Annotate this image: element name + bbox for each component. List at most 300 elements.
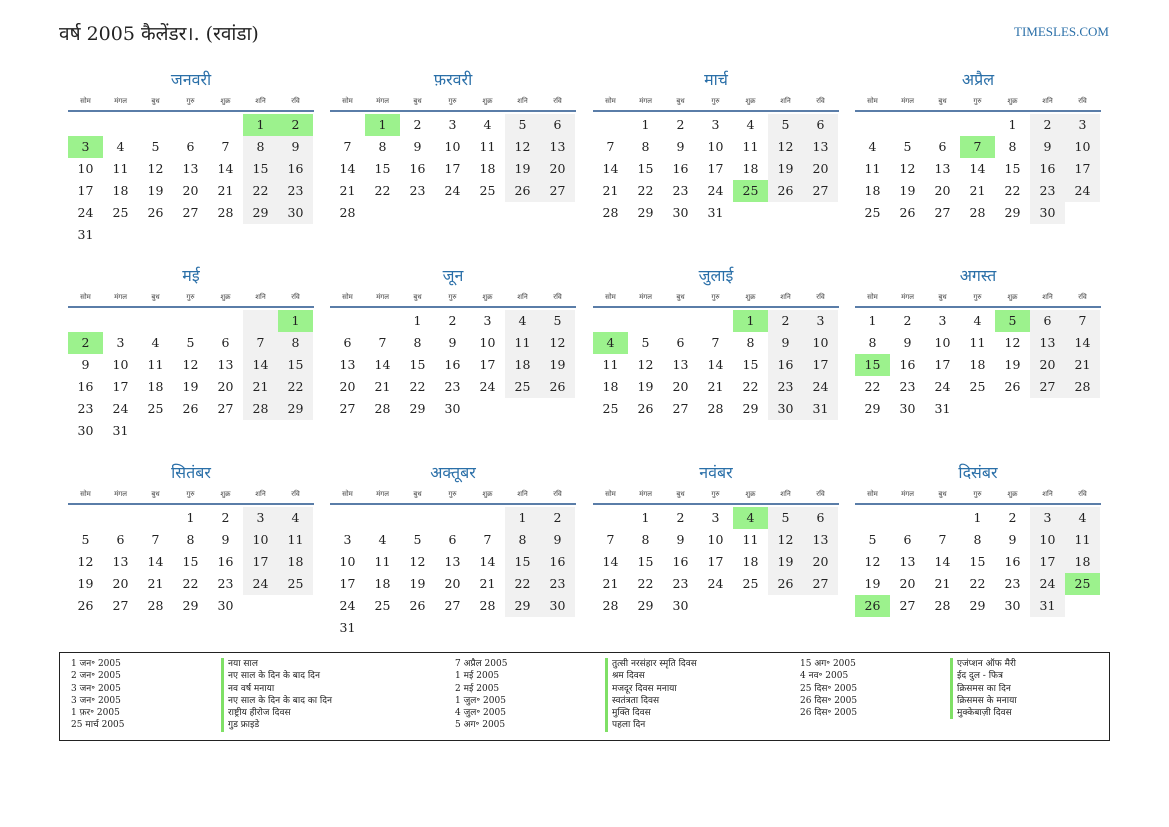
weekday-label: रवि	[1078, 490, 1087, 498]
weekday-header	[593, 288, 839, 308]
day-cell: 7	[938, 532, 947, 547]
day-cell: 4	[746, 117, 755, 132]
day-cell: 8	[413, 335, 422, 350]
day-cell: 23	[444, 379, 461, 394]
day-cell: 29	[243, 202, 278, 224]
day-cell: 1	[868, 313, 877, 328]
weekday-label: सोम	[867, 293, 878, 301]
day-cell: 27	[112, 598, 129, 613]
day-cell: 27	[934, 205, 951, 220]
holiday-date: 1 मई 2005	[455, 671, 500, 682]
day-cell: 11	[602, 357, 619, 372]
day-cell: 24	[707, 576, 724, 591]
day-cell: 22	[505, 573, 540, 595]
day-cell: 24	[1030, 573, 1065, 595]
day-cell: 14	[479, 554, 496, 569]
day-cell: 6	[903, 532, 912, 547]
empty-cell	[103, 114, 138, 136]
day-cell: 16	[540, 551, 575, 573]
holiday-row	[789, 670, 1017, 682]
day-cell: 12	[182, 357, 199, 372]
weekday-header	[855, 288, 1101, 308]
day-cell: 9	[676, 532, 685, 547]
day-cell: 27	[540, 180, 575, 202]
day-cell: 29	[1004, 205, 1021, 220]
weekday-header	[330, 92, 576, 112]
day-cell: 6	[116, 532, 125, 547]
day-cell: 24	[339, 598, 356, 613]
day-cell: 28	[934, 598, 951, 613]
day-grid	[68, 114, 314, 246]
holiday-name: नव वर्ष मनाया	[221, 683, 274, 695]
day-cell: 13	[803, 529, 838, 551]
weekday-label: बुध	[938, 97, 947, 105]
day-cell: 4	[1065, 507, 1100, 529]
holiday-name: नया साल	[221, 658, 258, 670]
day-cell: 8	[278, 332, 313, 354]
day-cell: 30	[540, 595, 575, 617]
empty-cell	[365, 310, 400, 332]
day-cell: 15	[374, 161, 391, 176]
day-cell: 6	[803, 507, 838, 529]
day-cell: 5	[81, 532, 90, 547]
month-block	[855, 268, 1101, 420]
day-cell: 5	[641, 335, 650, 350]
month-block	[68, 465, 314, 617]
holiday-date: 1 जुल॰ 2005	[455, 695, 506, 706]
weekday-label: बुध	[413, 293, 422, 301]
day-cell: 7	[221, 139, 230, 154]
weekday-label: गुरु	[448, 293, 457, 301]
month-name: अप्रैल	[961, 70, 995, 89]
weekday-header	[330, 288, 576, 308]
day-cell: 6	[540, 114, 575, 136]
day-cell: 4	[505, 310, 540, 332]
day-cell: 10	[707, 139, 724, 154]
day-cell: 27	[182, 205, 199, 220]
weekday-label: शनि	[517, 293, 528, 301]
holiday-row	[444, 670, 697, 682]
day-cell: 13	[934, 161, 951, 176]
day-cell: 31	[339, 620, 356, 635]
weekday-header	[68, 92, 314, 112]
day-cell: 11	[742, 139, 759, 154]
day-cell: 2	[768, 310, 803, 332]
day-cell: 6	[676, 335, 685, 350]
day-cell: 28	[602, 598, 619, 613]
holiday-name: राष्ट्रीय हीरोज दिवस	[221, 707, 291, 719]
weekday-label: बुध	[413, 97, 422, 105]
day-cell: 6	[343, 335, 352, 350]
holiday-name: मुक्केबाज़ी दिवस	[950, 707, 1012, 719]
day-cell: 23	[278, 180, 313, 202]
day-cell: 30	[77, 423, 94, 438]
empty-cell	[855, 114, 890, 136]
holiday-row	[60, 670, 332, 682]
day-cell: 19	[637, 379, 654, 394]
empty-cell	[173, 114, 208, 136]
weekday-label: गुरु	[973, 490, 982, 498]
day-cell: 26	[768, 573, 803, 595]
day-cell: 25	[864, 205, 881, 220]
weekday-label: शुक्र	[482, 97, 493, 105]
day-cell: 27	[803, 180, 838, 202]
weekday-label: रवि	[1078, 97, 1087, 105]
day-cell: 19	[768, 158, 803, 180]
day-cell: 27	[803, 573, 838, 595]
weekday-label: सोम	[342, 97, 353, 105]
day-cell: 28	[217, 205, 234, 220]
day-cell: 15	[505, 551, 540, 573]
day-cell: 13	[444, 554, 461, 569]
weekday-label: गुरु	[448, 490, 457, 498]
day-cell: 22	[637, 576, 654, 591]
day-cell: 12	[1004, 335, 1021, 350]
day-cell: 3	[1065, 114, 1100, 136]
day-cell: 19	[147, 183, 164, 198]
weekday-label: बुध	[676, 97, 685, 105]
day-grid	[68, 507, 314, 617]
day-cell: 31	[1030, 595, 1065, 617]
weekday-label: शुक्र	[220, 293, 231, 301]
day-cell: 12	[147, 161, 164, 176]
day-cell: 19	[899, 183, 916, 198]
day-cell: 3	[711, 510, 720, 525]
weekday-label: शुक्र	[1007, 97, 1018, 105]
day-cell: 30	[217, 598, 234, 613]
day-cell: 19	[77, 576, 94, 591]
day-cell: 2	[221, 510, 230, 525]
weekday-label: शनि	[517, 97, 528, 105]
day-cell: 21	[707, 379, 724, 394]
empty-cell	[138, 114, 173, 136]
day-cell: 11	[112, 161, 129, 176]
holiday-name: नए साल के दिन के बाद दिन	[221, 670, 320, 682]
day-cell: 20	[444, 576, 461, 591]
day-cell: 22	[409, 379, 426, 394]
weekday-label: मंगल	[376, 293, 389, 301]
day-cell: 2	[413, 117, 422, 132]
holiday-date: 4 जुल॰ 2005	[455, 708, 506, 719]
weekday-label: शुक्र	[482, 293, 493, 301]
holiday-day-cell: 1	[278, 310, 313, 332]
day-cell: 13	[182, 161, 199, 176]
day-cell: 22	[243, 180, 278, 202]
day-cell: 8	[186, 532, 195, 547]
day-cell: 17	[112, 379, 129, 394]
day-cell: 15	[742, 357, 759, 372]
day-cell: 20	[182, 183, 199, 198]
day-cell: 6	[1030, 310, 1065, 332]
day-cell: 4	[151, 335, 160, 350]
day-cell: 5	[540, 310, 575, 332]
day-cell: 15	[182, 554, 199, 569]
month-block	[68, 268, 314, 442]
day-cell: 12	[540, 332, 575, 354]
holiday-row	[60, 658, 332, 670]
day-cell: 24	[77, 205, 94, 220]
day-cell: 25	[112, 205, 129, 220]
holiday-day-cell: 4	[733, 507, 768, 529]
empty-cell	[925, 114, 960, 136]
day-cell: 16	[444, 357, 461, 372]
day-cell: 14	[969, 161, 986, 176]
holiday-row	[444, 695, 697, 707]
day-cell: 10	[479, 335, 496, 350]
weekday-label: सोम	[867, 97, 878, 105]
day-cell: 21	[934, 576, 951, 591]
holiday-date: 3 जन॰ 2005	[71, 695, 121, 706]
weekday-label: मंगल	[114, 293, 127, 301]
day-cell: 29	[505, 595, 540, 617]
day-cell: 30	[278, 202, 313, 224]
holiday-date: 1 फ़र॰ 2005	[71, 708, 120, 719]
weekday-label: गुरु	[711, 490, 720, 498]
day-cell: 14	[243, 354, 278, 376]
day-cell: 21	[339, 183, 356, 198]
holiday-day-cell: 26	[855, 595, 890, 617]
day-cell: 2	[1008, 510, 1017, 525]
day-cell: 2	[676, 510, 685, 525]
month-block	[855, 72, 1101, 224]
day-cell: 12	[768, 136, 803, 158]
day-cell: 8	[746, 335, 755, 350]
holiday-name: पहला दिन	[605, 719, 645, 731]
day-cell: 23	[77, 401, 94, 416]
holiday-name: मुक्ति दिवस	[605, 707, 651, 719]
day-cell: 8	[1008, 139, 1017, 154]
day-cell: 3	[448, 117, 457, 132]
weekday-label: बुध	[151, 490, 160, 498]
holiday-row	[444, 719, 697, 731]
day-cell: 13	[339, 357, 356, 372]
day-cell: 23	[672, 576, 689, 591]
day-cell: 28	[602, 205, 619, 220]
day-cell: 14	[707, 357, 724, 372]
day-cell: 24	[707, 183, 724, 198]
empty-cell	[593, 310, 628, 332]
day-cell: 8	[378, 139, 387, 154]
holiday-row	[789, 695, 1017, 707]
day-cell: 13	[540, 136, 575, 158]
day-cell: 24	[243, 573, 278, 595]
day-cell: 26	[182, 401, 199, 416]
day-cell: 17	[707, 161, 724, 176]
day-cell: 26	[768, 180, 803, 202]
day-cell: 15	[409, 357, 426, 372]
day-cell: 3	[1030, 507, 1065, 529]
day-cell: 17	[803, 354, 838, 376]
weekday-label: शुक्र	[1007, 293, 1018, 301]
day-cell: 12	[768, 529, 803, 551]
day-cell: 30	[1004, 598, 1021, 613]
weekday-label: शुक्र	[1007, 490, 1018, 498]
weekday-label: शनि	[780, 490, 791, 498]
holiday-date: 4 नव॰ 2005	[800, 671, 849, 682]
day-cell: 12	[505, 136, 540, 158]
day-cell: 8	[243, 136, 278, 158]
weekday-label: गुरु	[711, 97, 720, 105]
day-cell: 17	[77, 183, 94, 198]
empty-cell	[173, 310, 208, 332]
empty-cell	[628, 310, 663, 332]
day-cell: 26	[147, 205, 164, 220]
day-cell: 28	[374, 401, 391, 416]
day-cell: 19	[409, 576, 426, 591]
weekday-header	[68, 485, 314, 505]
day-cell: 29	[864, 401, 881, 416]
day-cell: 15	[637, 554, 654, 569]
day-cell: 9	[1008, 532, 1017, 547]
day-cell: 31	[77, 227, 94, 242]
empty-cell	[330, 114, 365, 136]
day-cell: 16	[672, 554, 689, 569]
day-cell: 6	[938, 139, 947, 154]
day-cell: 26	[505, 180, 540, 202]
month-name: अक्तूबर	[430, 463, 476, 482]
day-cell: 22	[182, 576, 199, 591]
day-cell: 18	[112, 183, 129, 198]
weekday-label: मंगल	[639, 490, 652, 498]
holiday-name: क्रिसमस का दिन	[950, 683, 1011, 695]
day-grid	[330, 507, 576, 639]
day-cell: 10	[339, 554, 356, 569]
site-link[interactable]: TIMESLES.COM	[1014, 24, 1109, 39]
day-cell: 21	[602, 183, 619, 198]
day-cell: 7	[483, 532, 492, 547]
day-cell: 21	[147, 576, 164, 591]
day-cell: 12	[77, 554, 94, 569]
weekday-label: सोम	[342, 293, 353, 301]
day-cell: 5	[413, 532, 422, 547]
weekday-header	[330, 485, 576, 505]
day-cell: 27	[339, 401, 356, 416]
holiday-row	[60, 695, 332, 707]
day-cell: 27	[899, 598, 916, 613]
weekday-label: सोम	[605, 293, 616, 301]
weekday-label: रवि	[816, 490, 825, 498]
day-cell: 25	[479, 183, 496, 198]
weekday-label: शुक्र	[482, 490, 493, 498]
empty-cell	[68, 310, 103, 332]
weekday-header	[855, 485, 1101, 505]
day-cell: 29	[278, 398, 313, 420]
holiday-column	[789, 658, 1017, 719]
holiday-row	[60, 707, 332, 719]
weekday-label: बुध	[676, 293, 685, 301]
month-block	[330, 72, 576, 224]
page-title: वर्ष 2005 कैलेंडर।. (रवांडा)	[59, 23, 259, 45]
month-name: जुलाई	[698, 266, 734, 285]
day-cell: 26	[77, 598, 94, 613]
weekday-label: शनि	[255, 490, 266, 498]
month-block	[855, 465, 1101, 617]
day-cell: 20	[112, 576, 129, 591]
day-cell: 1	[186, 510, 195, 525]
day-cell: 28	[1065, 376, 1100, 398]
empty-cell	[593, 114, 628, 136]
empty-cell	[138, 507, 173, 529]
month-name: मई	[182, 266, 200, 285]
day-cell: 21	[217, 183, 234, 198]
day-cell: 5	[186, 335, 195, 350]
holiday-name: ईद दुल - फित्र	[950, 670, 1003, 682]
day-cell: 29	[637, 205, 654, 220]
empty-cell	[330, 310, 365, 332]
day-cell: 3	[711, 117, 720, 132]
day-grid	[68, 310, 314, 442]
day-cell: 4	[868, 139, 877, 154]
holiday-day-cell: 1	[733, 310, 768, 332]
day-cell: 2	[676, 117, 685, 132]
empty-cell	[593, 507, 628, 529]
weekday-label: शनि	[1042, 490, 1053, 498]
day-cell: 1	[641, 510, 650, 525]
day-cell: 17	[1030, 551, 1065, 573]
day-cell: 16	[768, 354, 803, 376]
day-cell: 26	[540, 376, 575, 398]
day-grid	[593, 507, 839, 617]
holiday-date: 2 मई 2005	[455, 683, 500, 694]
day-cell: 24	[444, 183, 461, 198]
day-cell: 11	[742, 532, 759, 547]
day-cell: 10	[1065, 136, 1100, 158]
weekday-label: मंगल	[901, 490, 914, 498]
day-cell: 13	[217, 357, 234, 372]
weekday-header	[593, 485, 839, 505]
holiday-name: गुड फ्राइडे	[221, 719, 259, 731]
day-cell: 28	[707, 401, 724, 416]
month-name: नवंबर	[699, 463, 733, 482]
weekday-label: सोम	[867, 490, 878, 498]
weekday-label: सोम	[605, 490, 616, 498]
day-cell: 11	[147, 357, 164, 372]
weekday-label: शुक्र	[745, 490, 756, 498]
day-cell: 4	[483, 117, 492, 132]
day-grid	[855, 310, 1101, 420]
holiday-date: 3 जन॰ 2005	[71, 683, 121, 694]
day-cell: 11	[864, 161, 881, 176]
day-cell: 31	[803, 398, 838, 420]
weekday-label: मंगल	[114, 97, 127, 105]
day-cell: 18	[479, 161, 496, 176]
day-cell: 25	[742, 576, 759, 591]
empty-cell	[435, 507, 470, 529]
weekday-label: गुरु	[448, 97, 457, 105]
day-cell: 22	[374, 183, 391, 198]
day-cell: 10	[934, 335, 951, 350]
holiday-row	[789, 658, 1017, 670]
day-cell: 7	[151, 532, 160, 547]
day-cell: 18	[278, 551, 313, 573]
day-cell: 5	[903, 139, 912, 154]
day-cell: 9	[448, 335, 457, 350]
day-cell: 17	[339, 576, 356, 591]
day-cell: 9	[540, 529, 575, 551]
day-cell: 25	[374, 598, 391, 613]
weekday-label: रवि	[816, 293, 825, 301]
day-cell: 18	[742, 554, 759, 569]
holiday-date: 1 जन॰ 2005	[71, 659, 121, 669]
day-cell: 13	[803, 136, 838, 158]
holiday-day-cell: 1	[243, 114, 278, 136]
day-cell: 30	[672, 205, 689, 220]
month-block	[68, 72, 314, 246]
empty-cell	[365, 507, 400, 529]
weekday-header	[68, 288, 314, 308]
day-cell: 20	[339, 379, 356, 394]
weekday-label: रवि	[291, 97, 300, 105]
